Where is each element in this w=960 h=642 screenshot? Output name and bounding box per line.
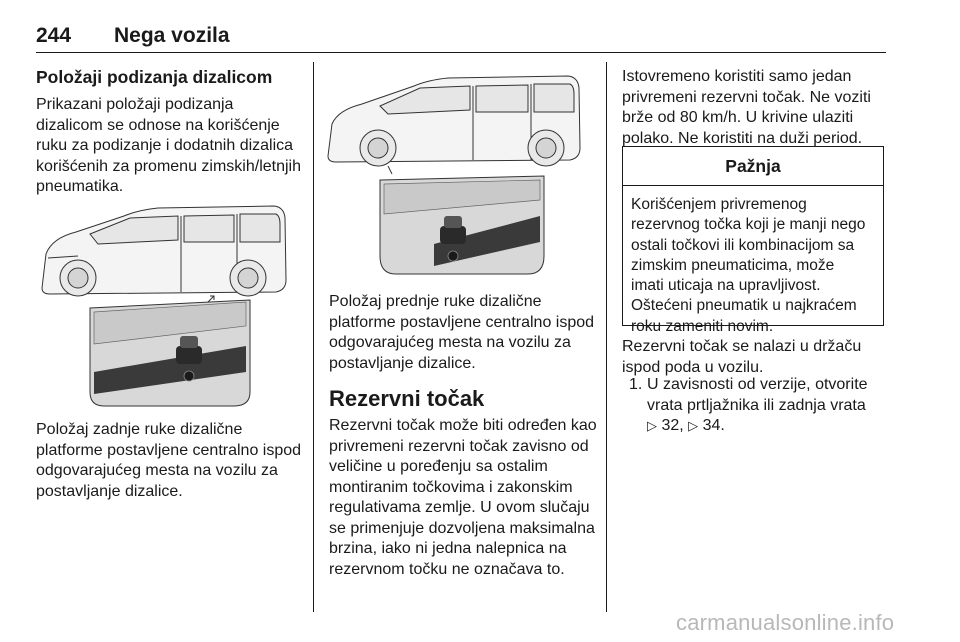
page-reference-arrow-icon: ▷ [688, 418, 699, 433]
text-line: dizalicom se odnose na korišćenje [36, 116, 280, 134]
text-line: U zavisnosti od verzije, otvorite [647, 376, 868, 393]
text-line: ispod poda u vozilu. [622, 358, 764, 376]
rear-lift-caption [36, 420, 308, 502]
watermark[interactable]: carmanualsonline.info [676, 610, 895, 635]
text-line: regulativama zemlje. U ovom slučaju [329, 499, 590, 516]
temporary-spare-text [622, 67, 888, 149]
spare-location-text [622, 337, 888, 378]
text-line: odgovarajućeg mesta na vozilu za [329, 334, 571, 351]
text-line: imati uticaja na upravljivost. [631, 277, 821, 295]
text-line: privremeni rezervni točak zavisno od [329, 437, 589, 455]
text-line: se primenjuje dozvoljena maksimalna [329, 519, 595, 537]
text-line: postavljanje dizalice. [329, 354, 476, 372]
text-line: privremeni rezervni točak. Ne voziti [622, 88, 871, 106]
front-lift-caption [329, 292, 601, 374]
spare-wheel-text [329, 416, 601, 580]
text-line: roku zameniti novim. [631, 317, 774, 335]
text-line: Korišćenjem privremenog [631, 196, 807, 213]
page-reference-arrow-icon: ▷ [647, 418, 657, 433]
text-line: montiranim točkovima i zakonskim [329, 478, 573, 496]
front-lift-point-illustration [324, 66, 586, 278]
text-line: vrata prtljažnika ili zadnja vrata [647, 396, 866, 414]
section-title-lifting-positions: Položaji podizanja dizalicom [36, 67, 273, 87]
reference-separator: , [679, 417, 689, 434]
text-line: brzina, iako ni jedna nalepnica na [329, 540, 567, 557]
text-line: Položaj zadnje ruke dizalične [36, 421, 243, 438]
rear-lift-point-illustration [38, 196, 290, 408]
text-line: polako. Ne koristiti na duži period. [622, 129, 863, 147]
caution-box [622, 146, 884, 335]
text-line: platforme postavljene centralno ispod [36, 441, 302, 459]
text-line: postavljanje dizalice. [36, 482, 183, 500]
text-line: Položaj prednje ruke dizalične [329, 293, 542, 310]
text-line: rezervnom točku ne označava to. [329, 560, 565, 578]
column-divider-2 [606, 62, 607, 612]
page-header [36, 22, 886, 53]
text-line: odgovarajućeg mesta na vozilu za [36, 462, 278, 479]
text-line: Rezervni točak se nalazi u držaču [622, 338, 862, 355]
page-reference-link[interactable]: 32 [661, 417, 680, 434]
page-number: 244 [36, 24, 72, 47]
column-divider-1 [313, 62, 314, 612]
page-reference-link[interactable]: 34 [702, 417, 721, 434]
text-line: zimskim pneumaticima, može [631, 256, 835, 274]
page-references [647, 416, 889, 437]
text-line: korišćenih za promenu zimskih/letnjih [36, 157, 301, 175]
text-line: Oštećeni pneumatik u najkraćem [631, 297, 857, 315]
reference-end: . [720, 417, 725, 434]
text-line: Prikazani položaji podizanja [36, 96, 234, 113]
text-line: pneumatika. [36, 178, 124, 195]
chapter-title: Nega vozila [114, 24, 230, 47]
text-line: ruku za podizanje i dodatnih dizalica [36, 137, 294, 154]
list-body [647, 375, 889, 437]
text-line: platforme postavljene centralno ispod [329, 313, 595, 331]
caution-title: Pažnja [623, 147, 883, 186]
text-line: Istovremeno koristiti samo jedan [622, 68, 852, 85]
text-line: Rezervni točak može biti određen kao [329, 417, 597, 434]
text-line: ostali točkovi ili kombinacijom sa [631, 236, 855, 254]
text-line: brže od 80 km/h. U krivine ulaziti [622, 109, 854, 126]
list-number: 1. [629, 376, 643, 393]
caution-text [623, 186, 883, 337]
text-line: rezervnog točka koji je manji nego [631, 216, 866, 234]
section-title-spare-wheel: Rezervni točak [329, 386, 485, 411]
lifting-intro-text [36, 95, 306, 198]
text-line: veličine u poređenju sa ostalim [329, 458, 548, 475]
